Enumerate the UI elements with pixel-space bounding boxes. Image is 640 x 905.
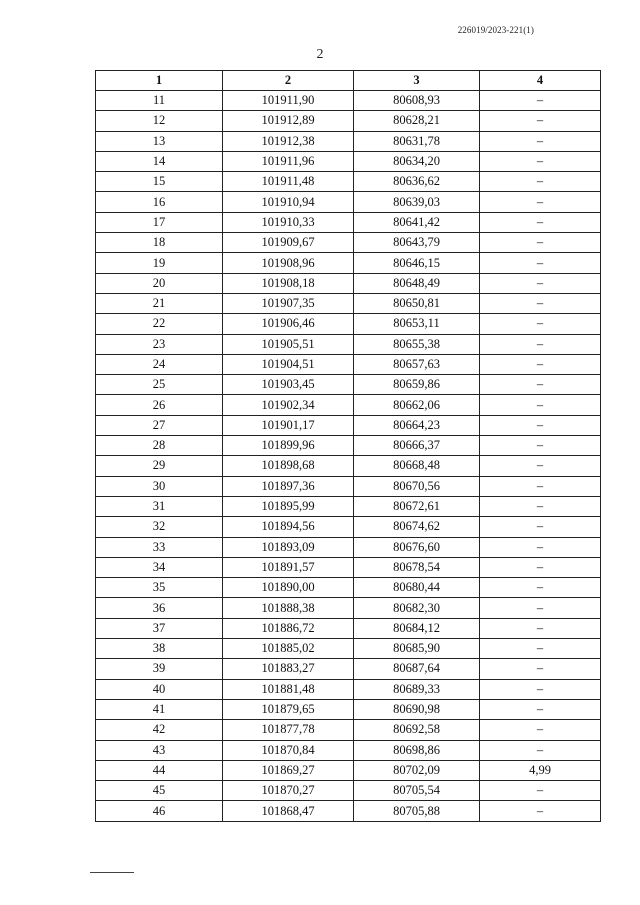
- table-cell: –: [480, 111, 601, 131]
- table-cell: 22: [96, 314, 223, 334]
- table-cell: 80672,61: [354, 496, 480, 516]
- table-cell: 101911,90: [223, 91, 354, 111]
- table-cell: 101908,96: [223, 253, 354, 273]
- table-cell: –: [480, 720, 601, 740]
- table-cell: 80676,60: [354, 537, 480, 557]
- table-cell: 80685,90: [354, 639, 480, 659]
- table-cell: 29: [96, 456, 223, 476]
- table-cell: 42: [96, 720, 223, 740]
- table-row: [96, 456, 601, 476]
- table-cell: 31: [96, 496, 223, 516]
- table-cell: –: [480, 557, 601, 577]
- table-cell: 101898,68: [223, 456, 354, 476]
- table-cell: 23: [96, 334, 223, 354]
- table-cell: 80668,48: [354, 456, 480, 476]
- table-cell: –: [480, 456, 601, 476]
- table-cell: 16: [96, 192, 223, 212]
- table-cell: –: [480, 476, 601, 496]
- table-cell: 101886,72: [223, 618, 354, 638]
- table-row: [96, 354, 601, 374]
- table-cell: 46: [96, 801, 223, 821]
- table-cell: 80674,62: [354, 517, 480, 537]
- table-cell: 101893,09: [223, 537, 354, 557]
- table-cell: 34: [96, 557, 223, 577]
- table-cell: 14: [96, 151, 223, 171]
- table-cell: –: [480, 801, 601, 821]
- table-cell: 101899,96: [223, 436, 354, 456]
- table-row: [96, 760, 601, 780]
- table-cell: –: [480, 314, 601, 334]
- table-cell: 35: [96, 578, 223, 598]
- table-cell: 101870,84: [223, 740, 354, 760]
- table-row: [96, 415, 601, 435]
- table-cell: –: [480, 192, 601, 212]
- table-cell: –: [480, 131, 601, 151]
- table-row: [96, 781, 601, 801]
- table-cell: –: [480, 415, 601, 435]
- table-cell: 101903,45: [223, 375, 354, 395]
- table-cell: 101912,38: [223, 131, 354, 151]
- table-cell: –: [480, 151, 601, 171]
- table-cell: 80655,38: [354, 334, 480, 354]
- document-code: 226019/2023-221(1): [457, 25, 534, 35]
- table-cell: 40: [96, 679, 223, 699]
- table-cell: –: [480, 354, 601, 374]
- table-row: [96, 537, 601, 557]
- table-cell: –: [480, 496, 601, 516]
- table-cell: 43: [96, 740, 223, 760]
- table-cell: 80682,30: [354, 598, 480, 618]
- table-cell: 101906,46: [223, 314, 354, 334]
- footer-rule: [90, 872, 134, 873]
- table-row: [96, 253, 601, 273]
- table-row: [96, 740, 601, 760]
- table-cell: 80643,79: [354, 233, 480, 253]
- table-cell: 27: [96, 415, 223, 435]
- table-cell: 80690,98: [354, 699, 480, 719]
- table-cell: 101888,38: [223, 598, 354, 618]
- table-row: [96, 801, 601, 821]
- table-cell: 101877,78: [223, 720, 354, 740]
- table-row: [96, 699, 601, 719]
- table-cell: 28: [96, 436, 223, 456]
- table-row: [96, 720, 601, 740]
- table-cell: –: [480, 578, 601, 598]
- table-cell: 101879,65: [223, 699, 354, 719]
- table-cell: 101883,27: [223, 659, 354, 679]
- table-cell: 101870,27: [223, 781, 354, 801]
- table-cell: 80678,54: [354, 557, 480, 577]
- table-cell: 80684,12: [354, 618, 480, 638]
- table-cell: 30: [96, 476, 223, 496]
- table-cell: 80634,20: [354, 151, 480, 171]
- column-header: 4: [480, 71, 601, 91]
- table-cell: 101869,27: [223, 760, 354, 780]
- table-row: [96, 314, 601, 334]
- table-cell: 20: [96, 273, 223, 293]
- table-cell: 13: [96, 131, 223, 151]
- table-cell: –: [480, 273, 601, 293]
- table-cell: 80659,86: [354, 375, 480, 395]
- table-cell: 101894,56: [223, 517, 354, 537]
- table-body: [96, 91, 601, 822]
- table-row: [96, 436, 601, 456]
- table-row: [96, 476, 601, 496]
- table-cell: 19: [96, 253, 223, 273]
- table-cell: –: [480, 659, 601, 679]
- table-row: [96, 91, 601, 111]
- table-cell: –: [480, 781, 601, 801]
- table-cell: 44: [96, 760, 223, 780]
- table-row: [96, 375, 601, 395]
- table-cell: 80639,03: [354, 192, 480, 212]
- table-cell: 41: [96, 699, 223, 719]
- table-cell: 101885,02: [223, 639, 354, 659]
- table-cell: 80666,37: [354, 436, 480, 456]
- table-cell: 80664,23: [354, 415, 480, 435]
- table-cell: 80705,88: [354, 801, 480, 821]
- table-cell: 80705,54: [354, 781, 480, 801]
- table-cell: 80648,49: [354, 273, 480, 293]
- table-row: [96, 233, 601, 253]
- table-cell: 25: [96, 375, 223, 395]
- table-cell: 101909,67: [223, 233, 354, 253]
- table-row: [96, 679, 601, 699]
- table-cell: 80650,81: [354, 293, 480, 313]
- table-cell: 38: [96, 639, 223, 659]
- table-cell: –: [480, 618, 601, 638]
- table-cell: 101895,99: [223, 496, 354, 516]
- table-cell: 12: [96, 111, 223, 131]
- table-cell: –: [480, 740, 601, 760]
- table-row: [96, 192, 601, 212]
- table-cell: 80670,56: [354, 476, 480, 496]
- table-cell: 80702,09: [354, 760, 480, 780]
- table-cell: 101912,89: [223, 111, 354, 131]
- table-cell: 80646,15: [354, 253, 480, 273]
- table-cell: –: [480, 253, 601, 273]
- table-row: [96, 212, 601, 232]
- table-cell: –: [480, 598, 601, 618]
- table-row: [96, 111, 601, 131]
- table-cell: –: [480, 91, 601, 111]
- table-row: [96, 273, 601, 293]
- table-cell: 45: [96, 781, 223, 801]
- table-cell: 101910,94: [223, 192, 354, 212]
- table-cell: 26: [96, 395, 223, 415]
- table-cell: 80631,78: [354, 131, 480, 151]
- column-header: 2: [223, 71, 354, 91]
- table-cell: –: [480, 375, 601, 395]
- table-cell: –: [480, 517, 601, 537]
- table-cell: 80657,63: [354, 354, 480, 374]
- table-cell: 101897,36: [223, 476, 354, 496]
- table-cell: –: [480, 233, 601, 253]
- table-cell: –: [480, 395, 601, 415]
- table-cell: 80680,44: [354, 578, 480, 598]
- table-cell: 36: [96, 598, 223, 618]
- table-cell: –: [480, 172, 601, 192]
- table-cell: 101868,47: [223, 801, 354, 821]
- table-cell: 15: [96, 172, 223, 192]
- table-cell: 101908,18: [223, 273, 354, 293]
- table-cell: 101904,51: [223, 354, 354, 374]
- table-cell: 33: [96, 537, 223, 557]
- table-row: [96, 578, 601, 598]
- table-cell: –: [480, 639, 601, 659]
- table-cell: 101907,35: [223, 293, 354, 313]
- table-row: [96, 659, 601, 679]
- table-cell: –: [480, 334, 601, 354]
- page-number: 2: [316, 47, 324, 62]
- table-cell: –: [480, 293, 601, 313]
- table-cell: 18: [96, 233, 223, 253]
- table-cell: 80628,21: [354, 111, 480, 131]
- table-cell: 101881,48: [223, 679, 354, 699]
- table-cell: 80653,11: [354, 314, 480, 334]
- table-row: [96, 172, 601, 192]
- table-row: [96, 151, 601, 171]
- table-cell: 80698,86: [354, 740, 480, 760]
- table-row: [96, 131, 601, 151]
- column-header: 3: [354, 71, 480, 91]
- table-cell: 39: [96, 659, 223, 679]
- table-cell: 80641,42: [354, 212, 480, 232]
- table-cell: 101902,34: [223, 395, 354, 415]
- table-cell: –: [480, 679, 601, 699]
- table-cell: 4,99: [480, 760, 601, 780]
- table-row: [96, 395, 601, 415]
- table-row: [96, 334, 601, 354]
- table-cell: 32: [96, 517, 223, 537]
- table-cell: 101910,33: [223, 212, 354, 232]
- table-cell: 80662,06: [354, 395, 480, 415]
- table-row: [96, 618, 601, 638]
- table-header-row: [96, 71, 601, 91]
- table-cell: 101911,48: [223, 172, 354, 192]
- column-header: 1: [96, 71, 223, 91]
- table-cell: 17: [96, 212, 223, 232]
- table-row: [96, 557, 601, 577]
- table-cell: 21: [96, 293, 223, 313]
- table-cell: 80636,62: [354, 172, 480, 192]
- table-cell: 24: [96, 354, 223, 374]
- table-cell: 37: [96, 618, 223, 638]
- table-cell: 101905,51: [223, 334, 354, 354]
- table-cell: 80608,93: [354, 91, 480, 111]
- table-cell: –: [480, 537, 601, 557]
- table-row: [96, 496, 601, 516]
- table-cell: 80689,33: [354, 679, 480, 699]
- table-cell: 101890,00: [223, 578, 354, 598]
- table-row: [96, 293, 601, 313]
- table-cell: –: [480, 699, 601, 719]
- table-cell: –: [480, 436, 601, 456]
- table-cell: 101891,57: [223, 557, 354, 577]
- table-cell: 80687,64: [354, 659, 480, 679]
- table-cell: –: [480, 212, 601, 232]
- coordinates-table: [95, 70, 601, 822]
- table-row: [96, 639, 601, 659]
- table-row: [96, 598, 601, 618]
- table-cell: 101911,96: [223, 151, 354, 171]
- table-cell: 101901,17: [223, 415, 354, 435]
- table-row: [96, 517, 601, 537]
- table-cell: 11: [96, 91, 223, 111]
- table-cell: 80692,58: [354, 720, 480, 740]
